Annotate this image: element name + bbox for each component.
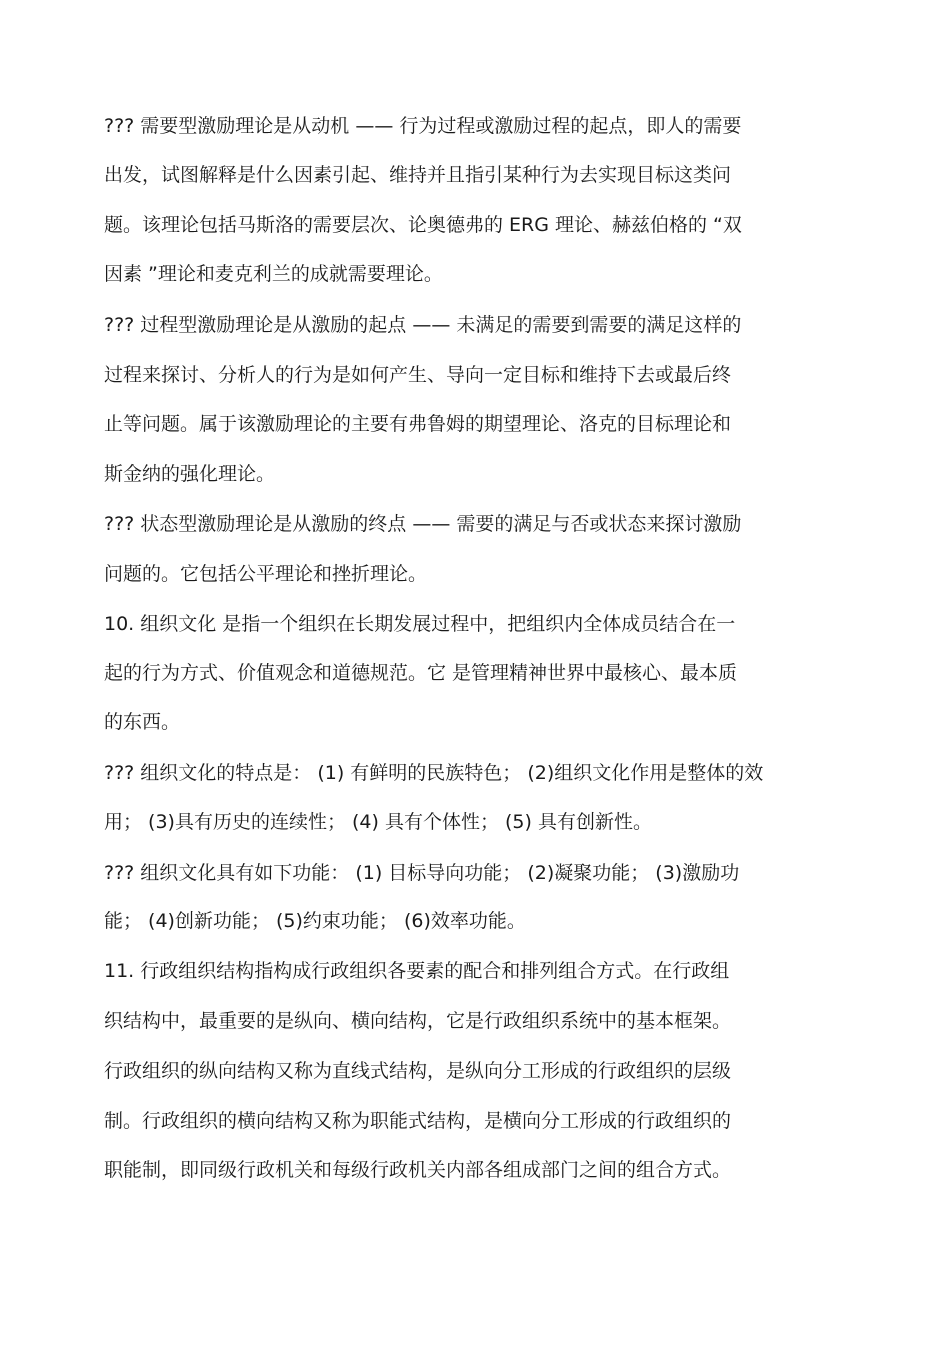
text-line: 织结构中，最重要的是纵向、横向结构，它是行政组织系统中的基本框架。 xyxy=(104,1010,732,1032)
text-line: ??? 状态型激励理论是从激励的终点 —— 需要的满足与否或状态来探讨激励 xyxy=(104,513,742,535)
text-line: 起的行为方式、价值观念和道德规范。它 是管理精神世界中最核心、最本质 xyxy=(104,662,738,684)
text-line: 用； (3)具有历史的连续性； (4) 具有个体性； (5) 具有创新性。 xyxy=(104,811,652,833)
text-line: 11. 行政组织结构指构成行政组织各要素的配合和排列组合方式。在行政组 xyxy=(104,960,730,982)
text-line: 制。行政组织的横向结构又称为职能式结构，是横向分工形成的行政组织的 xyxy=(104,1110,732,1132)
text-line: 能； (4)创新功能； (5)约束功能； (6)效率功能。 xyxy=(104,910,526,932)
text-line: 行政组织的纵向结构又称为直线式结构，是纵向分工形成的行政组织的层级 xyxy=(104,1060,732,1082)
text-line: 过程来探讨、分析人的行为是如何产生、导向一定目标和维持下去或最后终 xyxy=(104,364,732,386)
text-line: ??? 组织文化具有如下功能： (1) 目标导向功能； (2)凝聚功能； (3)激励功 xyxy=(104,862,740,884)
text-line: 的东西。 xyxy=(104,711,181,733)
text-line: 出发，试图解释是什么因素引起、维持并且指引某种行为去实现目标这类问 xyxy=(104,164,732,186)
text-line: ??? 需要型激励理论是从动机 —— 行为过程或激励过程的起点，即人的需要 xyxy=(104,115,742,137)
text-line: 职能制，即同级行政机关和每级行政机关内部各组成部门之间的组合方式。 xyxy=(104,1159,732,1181)
text-line: 问题的。它包括公平理论和挫折理论。 xyxy=(104,563,428,585)
text-line: 因素 ”理论和麦克利兰的成就需要理论。 xyxy=(104,263,443,285)
text-line: 斯金纳的强化理论。 xyxy=(104,463,276,485)
text-line: ??? 组织文化的特点是： (1) 有鲜明的民族特色； (2)组织文化作用是整体的效 xyxy=(104,762,764,784)
text-line: 止等问题。属于该激励理论的主要有弗鲁姆的期望理论、洛克的目标理论和 xyxy=(104,413,732,435)
text-line: ??? 过程型激励理论是从激励的起点 —— 未满足的需要到需要的满足这样的 xyxy=(104,314,742,336)
text-line: 10. 组织文化 是指一个组织在长期发展过程中，把组织内全体成员结合在一 xyxy=(104,613,736,635)
text-line: 题。该理论包括马斯洛的需要层次、论奥德弗的 ERG 理论、赫兹伯格的 “双 xyxy=(104,214,742,236)
